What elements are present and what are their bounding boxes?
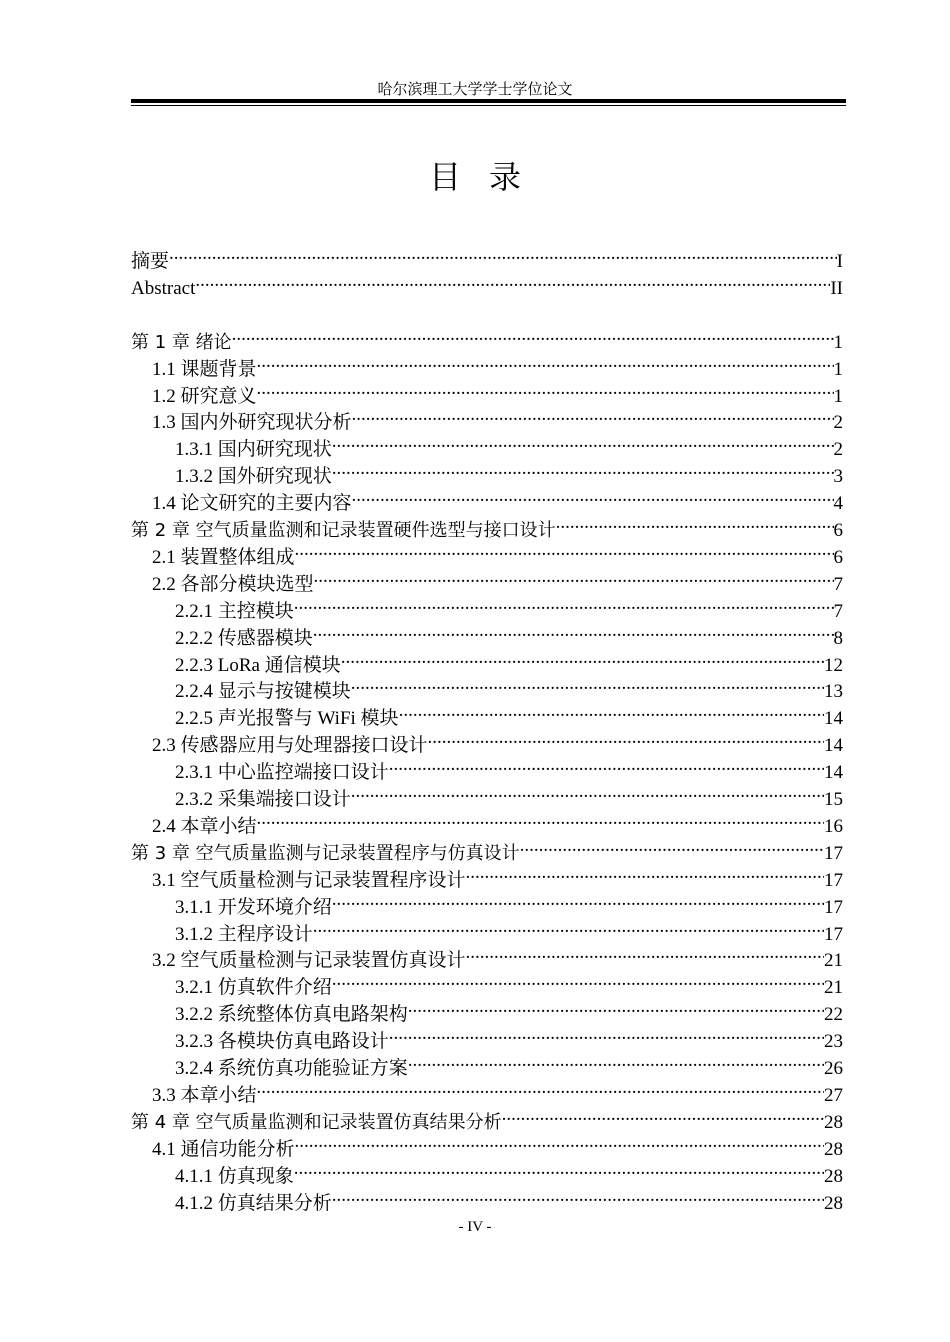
toc-entry[interactable] <box>131 939 843 972</box>
toc-entry-page: 1 <box>833 358 843 380</box>
toc-leader-dots <box>195 267 830 294</box>
toc-entry-label: 2.2.5 声光报警与 WiFi 模块 <box>175 708 399 730</box>
toc-entry[interactable] <box>131 1182 843 1214</box>
toc-entry-label: 2.1 装置整体组成 <box>152 546 295 568</box>
header-rule-thick <box>131 99 846 103</box>
toc-leader-dots <box>428 724 824 751</box>
toc-entry[interactable] <box>131 886 843 918</box>
toc-entry-label: 2.3 传感器应用与处理器接口设计 <box>152 735 428 757</box>
toc-leader-dots <box>352 401 834 428</box>
toc-entry-page: 27 <box>824 1084 843 1106</box>
toc-entry-page: 4 <box>833 493 843 515</box>
toc-entry-page: 7 <box>833 600 843 622</box>
toc-leader-dots <box>351 778 824 805</box>
toc-entry[interactable] <box>131 1155 843 1187</box>
toc-entry-page: 28 <box>824 1165 843 1187</box>
toc-leader-dots <box>399 697 824 724</box>
toc-entry-page: 21 <box>824 977 843 999</box>
toc-entry[interactable] <box>131 913 843 945</box>
page-title: 目录 <box>428 158 549 196</box>
toc-entry[interactable] <box>131 267 843 299</box>
toc-entry-page: 14 <box>824 735 843 757</box>
toc-entry-label: 3.1.2 主程序设计 <box>175 923 313 945</box>
toc-leader-dots <box>520 832 824 859</box>
toc-entry[interactable] <box>131 617 843 649</box>
toc-entry-label: 3.1.1 开发环境介绍 <box>175 896 332 918</box>
toc-entry-page: 14 <box>824 762 843 784</box>
toc-entry-label: 3.2.4 系统仿真功能验证方案 <box>175 1058 408 1079</box>
toc-entry-page: 17 <box>824 923 843 945</box>
toc-entry[interactable] <box>131 348 843 380</box>
toc-entry[interactable] <box>131 859 843 891</box>
toc-leader-dots <box>341 644 824 671</box>
toc-leader-dots <box>295 536 834 563</box>
toc-entry[interactable] <box>131 590 843 622</box>
toc-leader-dots <box>169 240 837 267</box>
page-number: - IV - <box>458 1219 492 1235</box>
toc-entry-page: 14 <box>824 708 843 730</box>
toc-leader-dots <box>332 1182 824 1209</box>
toc-entry[interactable] <box>131 966 843 999</box>
toc-entry-page: 21 <box>824 950 843 972</box>
toc-entry-page: 2 <box>833 412 843 434</box>
toc-leader-dots <box>408 993 824 1020</box>
toc-entry-label: Abstract <box>131 277 196 299</box>
toc-leader-dots <box>232 321 834 348</box>
toc-entry[interactable] <box>131 536 843 568</box>
toc-leader-dots <box>294 1155 824 1182</box>
toc-entry[interactable] <box>131 832 843 864</box>
toc-entry-label: 2.3.2 采集端接口设计 <box>175 789 351 810</box>
header-rule-thin <box>131 105 846 106</box>
toc-entry-page: 1 <box>833 385 843 407</box>
toc-entry-page: 1 <box>833 331 843 353</box>
toc-entry-page: 6 <box>833 546 843 568</box>
toc-leader-dots <box>332 428 834 455</box>
toc-entry-label: 3.3 本章小结 <box>152 1084 257 1106</box>
toc-entry-label: 3.2.2 系统整体仿真电路架构 <box>175 1004 408 1026</box>
toc-entry-label: 2.3.1 中心监控端接口设计 <box>175 762 389 784</box>
toc-entry-page: 8 <box>833 627 843 649</box>
toc-entry-page: 17 <box>824 842 843 864</box>
toc-entry[interactable] <box>131 321 843 353</box>
toc-leader-dots <box>295 1128 824 1155</box>
toc-entry[interactable] <box>131 1047 843 1079</box>
toc-entry-label: 2.4 本章小结 <box>152 815 257 837</box>
toc-entry-label: 2.2.4 显示与按键模块 <box>175 681 351 703</box>
toc-leader-dots <box>314 563 834 590</box>
toc-leader-dots <box>332 886 824 913</box>
toc-entry-label: 第 1 章 绪论 <box>131 331 232 353</box>
toc-entry[interactable] <box>131 993 843 1026</box>
toc-entry-label: 4.1.2 仿真结果分析 <box>175 1192 332 1214</box>
toc-entry-page: 6 <box>833 520 843 541</box>
toc-entry-page: 23 <box>824 1031 843 1053</box>
toc-entry-label: 3.1 空气质量检测与记录装置程序设计 <box>152 869 466 891</box>
toc-entry[interactable] <box>131 563 843 595</box>
toc-entry-label: 第 3 章 空气质量监测与记录装置程序与仿真设计 <box>131 842 520 864</box>
toc-entry[interactable] <box>131 724 843 757</box>
toc-entry-page: 7 <box>833 573 843 595</box>
toc-entry-label: 1.2 研究意义 <box>152 385 257 407</box>
toc-entry-label: 3.2.3 各模块仿真电路设计 <box>175 1031 389 1053</box>
toc-leader-dots <box>257 1074 824 1101</box>
toc-entry-label: 第 2 章 空气质量监测和记录装置硬件选型与接口设计 <box>131 520 556 541</box>
toc-entry-page: 26 <box>824 1058 843 1079</box>
toc-entry-page: 3 <box>833 466 843 488</box>
toc-entry[interactable] <box>131 778 843 810</box>
toc-entry-page: 28 <box>824 1111 843 1133</box>
toc-entry-page: 16 <box>824 815 843 837</box>
toc-entry-label: 2.2 各部分模块选型 <box>152 573 314 595</box>
toc-entry-label: 第 4 章 空气质量监测和记录装置仿真结果分析 <box>131 1111 502 1133</box>
toc-entry-page: 28 <box>824 1192 843 1214</box>
toc-entry-page: 13 <box>824 681 843 703</box>
toc-leader-dots <box>389 751 824 778</box>
toc-entry-label: 摘要 <box>131 251 170 272</box>
toc-entry-page: 17 <box>824 869 843 891</box>
toc-entry[interactable] <box>131 401 843 434</box>
toc-entry-label: 2.2.1 主控模块 <box>175 600 294 622</box>
toc-leader-dots <box>257 348 834 375</box>
toc-entry[interactable] <box>131 509 843 541</box>
toc-entry[interactable] <box>131 751 843 784</box>
toc-leader-dots <box>466 939 824 966</box>
toc-entry-page: 12 <box>824 654 843 676</box>
toc-entry[interactable] <box>131 670 843 703</box>
toc-leader-dots <box>466 859 824 886</box>
toc-entry-label: 1.4 论文研究的主要内容 <box>152 493 352 515</box>
toc-entry[interactable] <box>131 697 843 730</box>
toc-leader-dots <box>502 1101 824 1128</box>
toc-entry-page: II <box>830 277 843 299</box>
toc-entry[interactable] <box>131 1101 843 1133</box>
toc-leader-dots <box>408 1047 824 1074</box>
toc-entry[interactable] <box>131 1020 843 1053</box>
toc-leader-dots <box>352 482 834 509</box>
toc-entry-label: 1.3.1 国内研究现状 <box>175 439 332 461</box>
toc-entry-page: 22 <box>824 1004 843 1026</box>
toc-entry-label: 2.2.3 LoRa 通信模块 <box>175 654 341 676</box>
toc-leader-dots <box>257 805 824 832</box>
toc-entry[interactable] <box>131 455 843 488</box>
toc-entry[interactable] <box>131 428 843 461</box>
toc-entry-page: 28 <box>824 1138 843 1160</box>
toc-entry-label: 3.2.1 仿真软件介绍 <box>175 977 332 999</box>
toc-leader-dots <box>332 966 824 993</box>
toc-entry[interactable] <box>131 1074 843 1106</box>
toc-entry-label: 1.1 课题背景 <box>152 358 257 380</box>
toc-entry-label: 4.1 通信功能分析 <box>152 1138 295 1160</box>
toc-entry-page: I <box>836 251 843 272</box>
toc-leader-dots <box>313 617 834 644</box>
toc-entry-page: 15 <box>824 789 843 810</box>
toc-entry-label: 3.2 空气质量检测与记录装置仿真设计 <box>152 950 466 972</box>
toc-entry-label: 1.3.2 国外研究现状 <box>175 466 332 488</box>
toc-entry[interactable] <box>131 482 843 515</box>
toc-entry[interactable] <box>131 1128 843 1160</box>
toc-entry-label: 4.1.1 仿真现象 <box>175 1165 294 1187</box>
toc-entry-page: 17 <box>824 896 843 918</box>
toc-leader-dots <box>389 1020 824 1047</box>
toc-entry-label: 2.2.2 传感器模块 <box>175 627 313 649</box>
toc-entry-page: 2 <box>833 439 843 461</box>
toc-leader-dots <box>556 509 834 536</box>
toc-entry[interactable] <box>131 644 843 676</box>
toc-entry[interactable] <box>131 240 843 272</box>
toc-leader-dots <box>294 590 834 617</box>
toc-entry[interactable] <box>131 375 843 407</box>
toc-entry[interactable] <box>131 805 843 837</box>
toc-leader-dots <box>332 455 834 482</box>
toc-entry-label: 1.3 国内外研究现状分析 <box>152 412 352 434</box>
toc-leader-dots <box>257 375 834 402</box>
running-header: 哈尔滨理工大学学士学位论文 <box>377 82 573 98</box>
toc-leader-dots <box>313 913 824 940</box>
toc-leader-dots <box>351 670 824 697</box>
